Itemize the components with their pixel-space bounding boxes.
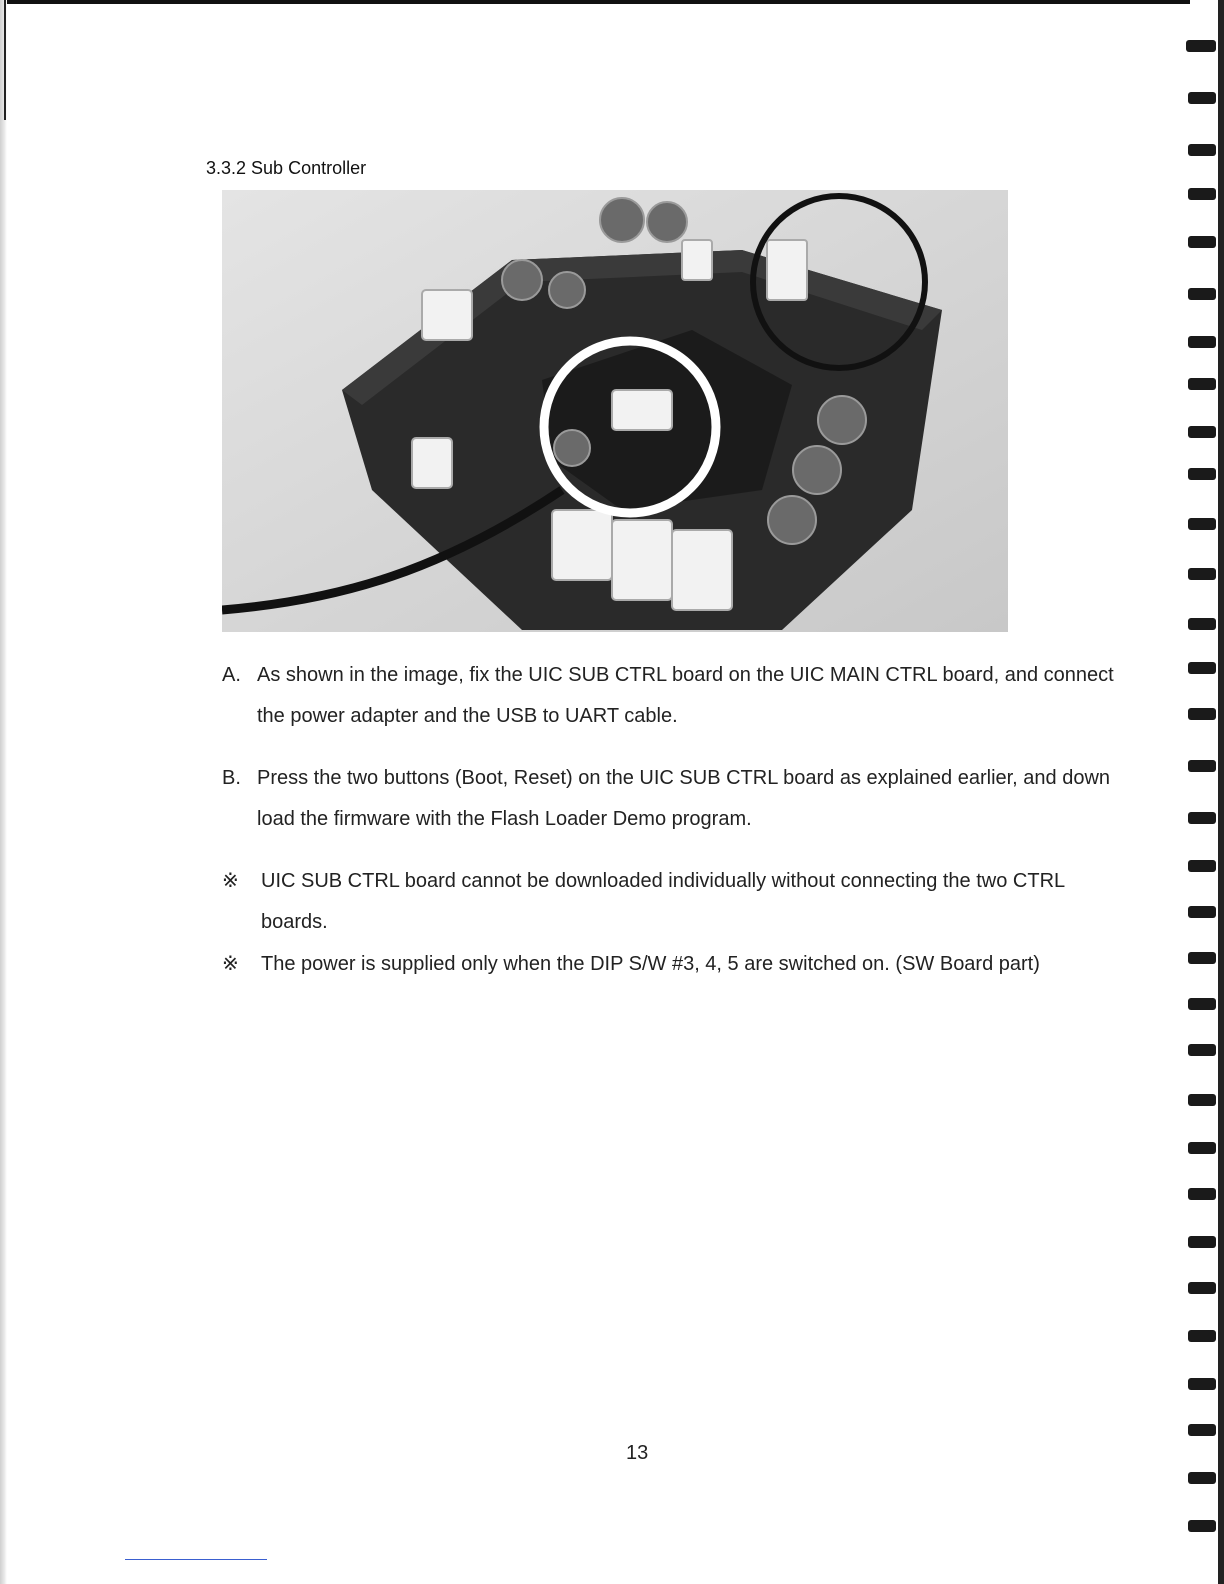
- scan-left-edge-line: [4, 0, 6, 120]
- note-2: [222, 944, 1122, 985]
- board-photo: [222, 190, 1008, 632]
- instruction-marker: A.: [222, 664, 241, 686]
- instruction-text: As shown in the image, fix the UIC SUB CTRL board on the UIC MAIN CTRL board, and connect the power adapter and the USB to UART cable.: [257, 664, 1114, 727]
- board-photo-illustration: [222, 190, 1008, 632]
- note-marker: ※: [222, 870, 239, 892]
- spiral-binding: [1180, 0, 1224, 1584]
- note-text: The power is supplied only when the DIP S/W #3, 4, 5 are switched on. (SW Board part): [261, 953, 1040, 975]
- instruction-marker: B.: [222, 767, 241, 789]
- instruction-text: Press the two buttons (Boot, Reset) on the UIC SUB CTRL board as explained earlier, and down load the firmware with the Flash Loader Demo program.: [257, 767, 1111, 830]
- page-number: 13: [626, 1442, 649, 1464]
- footnote-rule: [125, 1559, 267, 1560]
- note-text: UIC SUB CTRL board cannot be downloaded individually without connecting the two CTRL boards.: [261, 870, 1065, 933]
- instruction-a: [222, 655, 1122, 737]
- note-1: [222, 861, 1122, 943]
- scan-top-edge: [0, 0, 1190, 4]
- section-heading: 3.3.2 Sub Controller: [206, 158, 367, 178]
- note-marker: ※: [222, 953, 239, 975]
- scan-left-edge: [0, 0, 7, 1584]
- instruction-b: [222, 758, 1122, 840]
